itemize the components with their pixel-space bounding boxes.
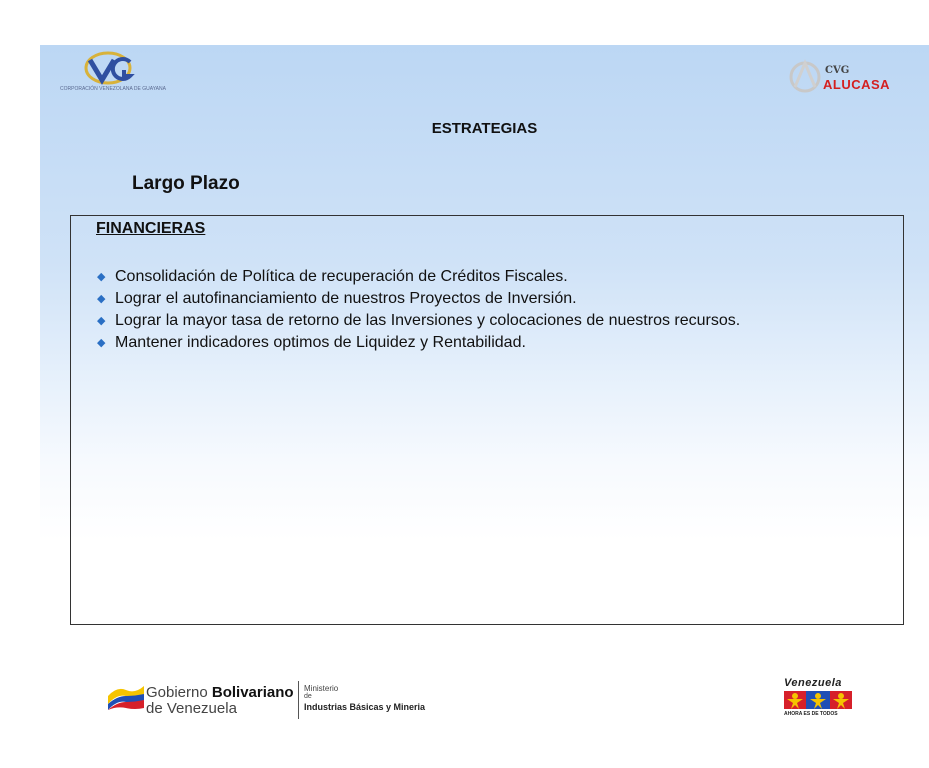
bullet-text: Lograr el autofinanciamiento de nuestros Proyectos de Inversión. <box>115 290 577 307</box>
venezuela-title: Venezuela <box>784 677 842 689</box>
bullet-text: Consolidación de Política de recuperación de Créditos Fiscales. <box>115 268 568 285</box>
venezuela-flag-icon <box>108 682 144 710</box>
people-figures-icon <box>784 691 852 709</box>
alucasa-name: ALUCASA <box>823 77 891 92</box>
slide-title: ESTRATEGIAS <box>431 120 538 137</box>
content-box <box>70 215 904 625</box>
bullet-text: Mantener indicadores optimos de Liquidez y Rentabilidad. <box>115 334 526 351</box>
cvg-logo <box>60 50 170 100</box>
diamond-bullet-icon: ◆ <box>97 337 106 349</box>
cvg-emblem-icon <box>80 50 140 86</box>
slide <box>40 45 929 665</box>
section-heading: Largo Plazo <box>132 173 240 194</box>
list-item <box>97 332 740 354</box>
alucasa-emblem-icon <box>787 57 823 93</box>
alucasa-logo <box>787 53 917 98</box>
gobierno-bolivariano-logo <box>108 676 468 721</box>
list-item <box>97 288 740 310</box>
diamond-bullet-icon: ◆ <box>97 315 106 327</box>
alucasa-cvg-label: CVG <box>825 65 850 76</box>
footer-divider <box>298 681 299 719</box>
venezuela-ahora-logo <box>780 677 860 722</box>
ministerio-name: Industrias Básicas y Mineria <box>304 702 426 712</box>
de-venezuela-text: de Venezuela <box>146 700 237 717</box>
venezuela-tagline: AHORA ES DE TODOS <box>784 711 838 717</box>
ministerio-de-label: de <box>304 693 312 700</box>
diamond-bullet-icon: ◆ <box>97 271 106 283</box>
cvg-logo-text: CORPORACIÓN VENEZOLANA DE GUAYANA <box>60 86 166 92</box>
bullet-list <box>97 266 740 354</box>
box-heading: FINANCIERAS <box>96 220 206 237</box>
diamond-bullet-icon: ◆ <box>97 293 106 305</box>
bullet-text: Lograr la mayor tasa de retorno de las Inversiones y colocaciones de nuestros recursos. <box>115 312 741 329</box>
list-item <box>97 310 740 332</box>
list-item <box>97 266 740 288</box>
gobierno-word: Gobierno <box>146 684 212 701</box>
gobierno-text <box>146 684 294 701</box>
bolivariano-word: Bolivariano <box>211 684 294 701</box>
ministerio-label: Ministerio <box>304 684 339 693</box>
